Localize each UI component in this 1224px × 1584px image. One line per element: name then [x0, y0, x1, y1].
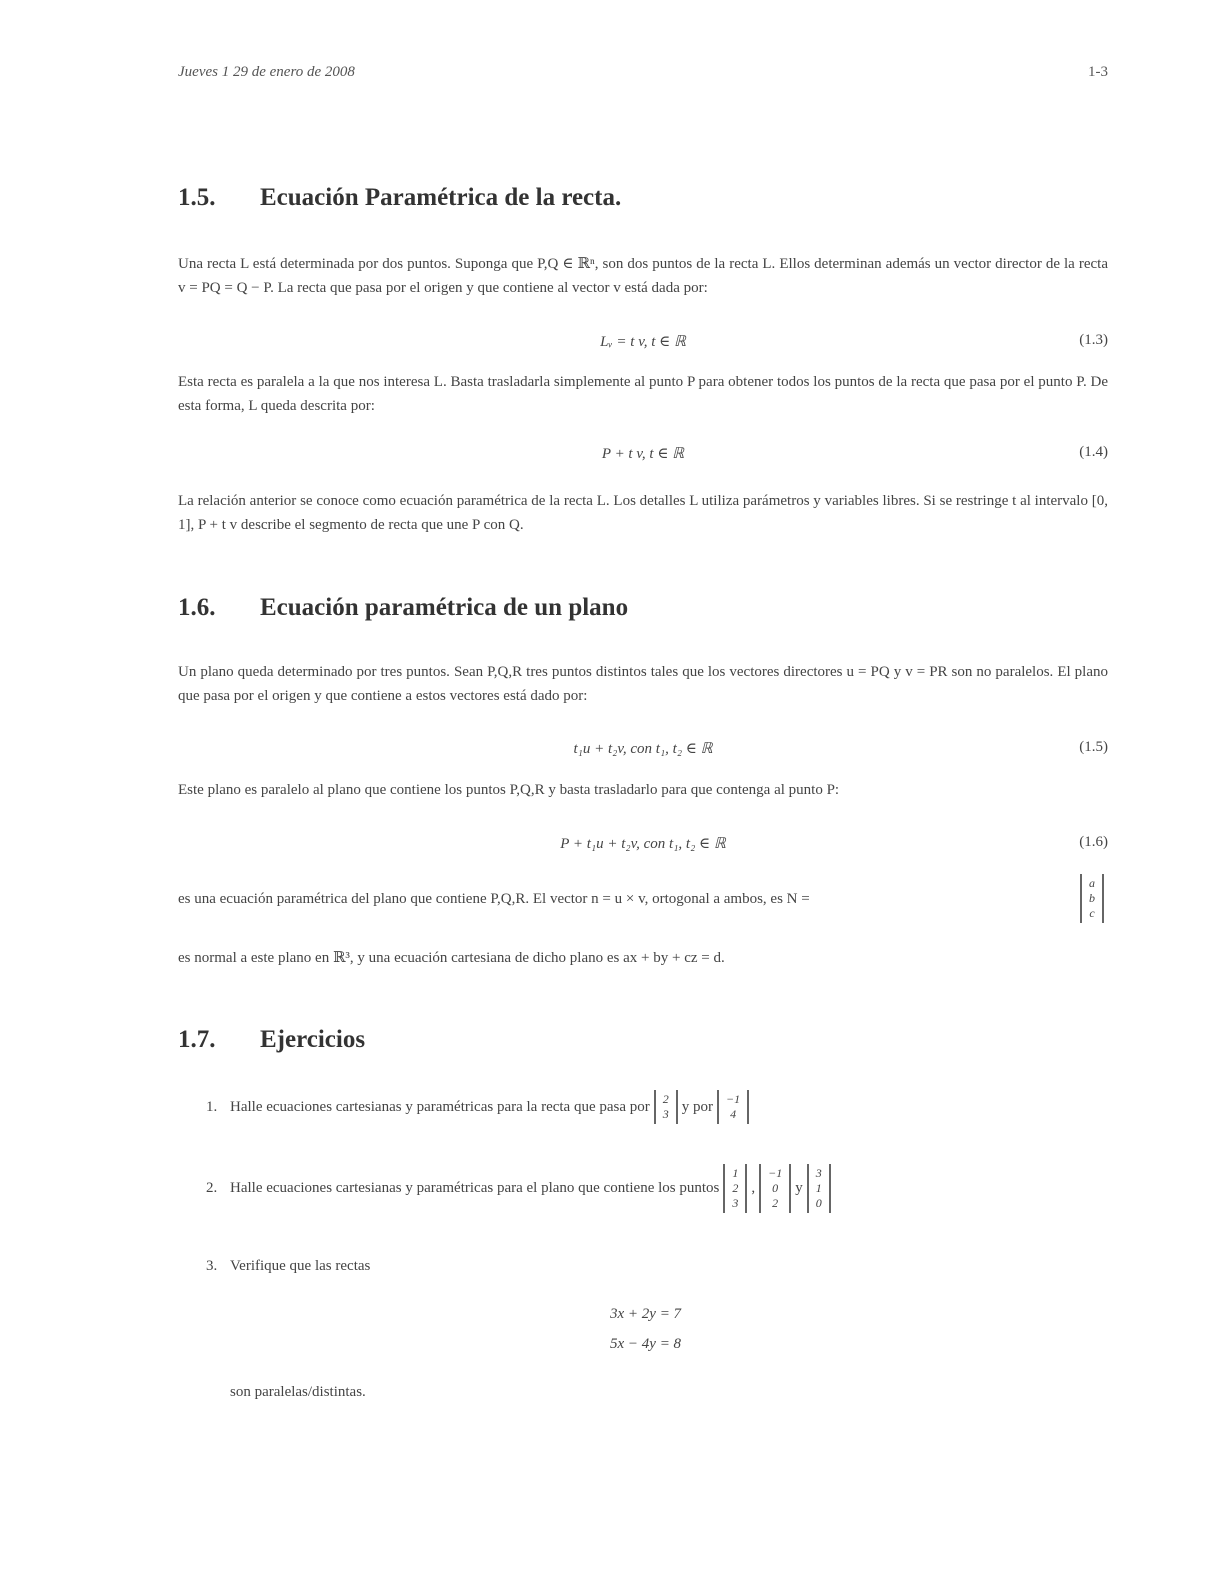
exercise-item-3-tail: son paralelas/distintas.: [230, 1384, 366, 1400]
running-header: [178, 64, 1108, 81]
equation-number: (1.5): [1079, 739, 1108, 755]
paragraph: Esta recta es paralela a la que nos interesa L. Basta trasladarla simplemente al punto P para obtener todos los puntos de la recta que pasa por el punto P. De esta forma, L queda descrita por:: [178, 374, 1108, 414]
matrix-entry: c: [1089, 906, 1095, 920]
paragraph: es normal a este plano en ℝ³, y una ecuación cartesiana de dicho plano es ax + by + cz = d.: [178, 950, 725, 966]
item-number: 3.: [206, 1258, 218, 1274]
item-number: 1.: [206, 1098, 218, 1115]
paragraph-text: es una ecuación paramétrica del plano que contiene P,Q,R. El vector n = u × v, ortogonal a ambos, es N =: [178, 890, 810, 907]
matrix-entry: −1: [726, 1092, 741, 1106]
exercise-item-1: [206, 1090, 753, 1124]
item-connector: y: [795, 1180, 803, 1196]
matrix-entry: 1: [815, 1181, 822, 1195]
matrix-entry: 4: [730, 1107, 737, 1121]
item-number: 2.: [206, 1180, 218, 1196]
normal-vector-matrix: [1080, 874, 1104, 923]
system-equation-1: 3x + 2y = 7: [610, 1306, 682, 1322]
section-title: Ecuación paramétrica de un plano: [260, 594, 629, 621]
point-matrix: [717, 1090, 749, 1124]
point-matrix: [807, 1164, 831, 1213]
paragraph-with-matrix: [178, 874, 1108, 923]
matrix-entry: 0: [772, 1181, 779, 1195]
matrix-entry: 3: [732, 1196, 739, 1210]
point-matrix: [759, 1164, 791, 1213]
section-number: 1.6.: [178, 594, 216, 621]
equation-number: (1.4): [1079, 444, 1108, 460]
equation-number: (1.3): [1079, 332, 1108, 348]
header-date: Jueves 1 29 de enero de 2008: [178, 64, 355, 80]
equation-body: Lᵥ = t v, t ∈ ℝ: [600, 334, 686, 350]
section-number: 1.7.: [178, 1026, 216, 1053]
item-separator: ,: [751, 1180, 756, 1196]
matrix-entry: 0: [815, 1196, 822, 1210]
equation-body: P + t₁u + t₂v, con t₁, t₂ ∈ ℝ: [560, 836, 726, 852]
equation-number: (1.6): [1079, 834, 1108, 850]
paragraph: La relación anterior se conoce como ecuación paramétrica de la recta L. Los detalles L utiliza parámetros y variables libres. Si se restringe t al intervalo [0, 1], P + t v describe el segmento de recta que une P con Q.: [178, 493, 1108, 533]
item-text: Halle ecuaciones cartesianas y paramétricas para el plano que contiene los puntos: [230, 1180, 720, 1196]
item-text: Halle ecuaciones cartesianas y paramétricas para la recta que pasa por: [230, 1098, 650, 1115]
matrix-entry: 2: [662, 1092, 669, 1106]
section-heading-1-7: [178, 1026, 365, 1054]
matrix-entry: 2: [772, 1196, 779, 1210]
system-equation-2: 5x − 4y = 8: [610, 1336, 682, 1352]
exercise-item-2: [206, 1164, 835, 1213]
equation-body: t₁u + t₂v, con t₁, t₂ ∈ ℝ: [573, 741, 713, 757]
point-matrix: [723, 1164, 747, 1213]
matrix-entry: 2: [732, 1181, 739, 1195]
matrix-entry: 3: [662, 1107, 669, 1121]
page-number: 1-3: [1088, 64, 1108, 80]
item-connector: y por: [681, 1098, 714, 1115]
section-title: Ejercicios: [260, 1026, 366, 1053]
section-number: 1.5.: [178, 184, 216, 211]
matrix-entry: 3: [815, 1166, 822, 1180]
paragraph: Este plano es paralelo al plano que contiene los puntos P,Q,R y basta trasladarlo para que contenga al punto P:: [178, 782, 840, 798]
matrix-entry: a: [1089, 876, 1095, 890]
section-title: Ecuación Paramétrica de la recta.: [260, 184, 622, 211]
matrix-entry: 1: [732, 1166, 739, 1180]
paragraph: Una recta L está determinada por dos puntos. Suponga que P,Q ∈ ℝⁿ, son dos puntos de la recta L. Ellos determinan además un vector director de la recta v = PQ = Q − P. La recta que pasa por el origen y que contiene al vector v está dada por:: [178, 256, 1108, 296]
equation-body: P + t v, t ∈ ℝ: [601, 446, 685, 462]
paragraph: Un plano queda determinado por tres puntos. Sean P,Q,R tres puntos distintos tales que los vectores directores u = PQ y v = PR son no paralelos. El plano que pasa por el origen y que contiene a estos vectores está dado por:: [178, 664, 1108, 704]
matrix-entry: −1: [768, 1166, 783, 1180]
section-heading-1-5: [178, 184, 621, 212]
item-text: Verifique que las rectas: [230, 1258, 371, 1274]
point-matrix: [654, 1090, 678, 1124]
matrix-entry: b: [1089, 891, 1095, 905]
exercise-item-3: [206, 1258, 370, 1275]
section-heading-1-6: [178, 594, 628, 622]
